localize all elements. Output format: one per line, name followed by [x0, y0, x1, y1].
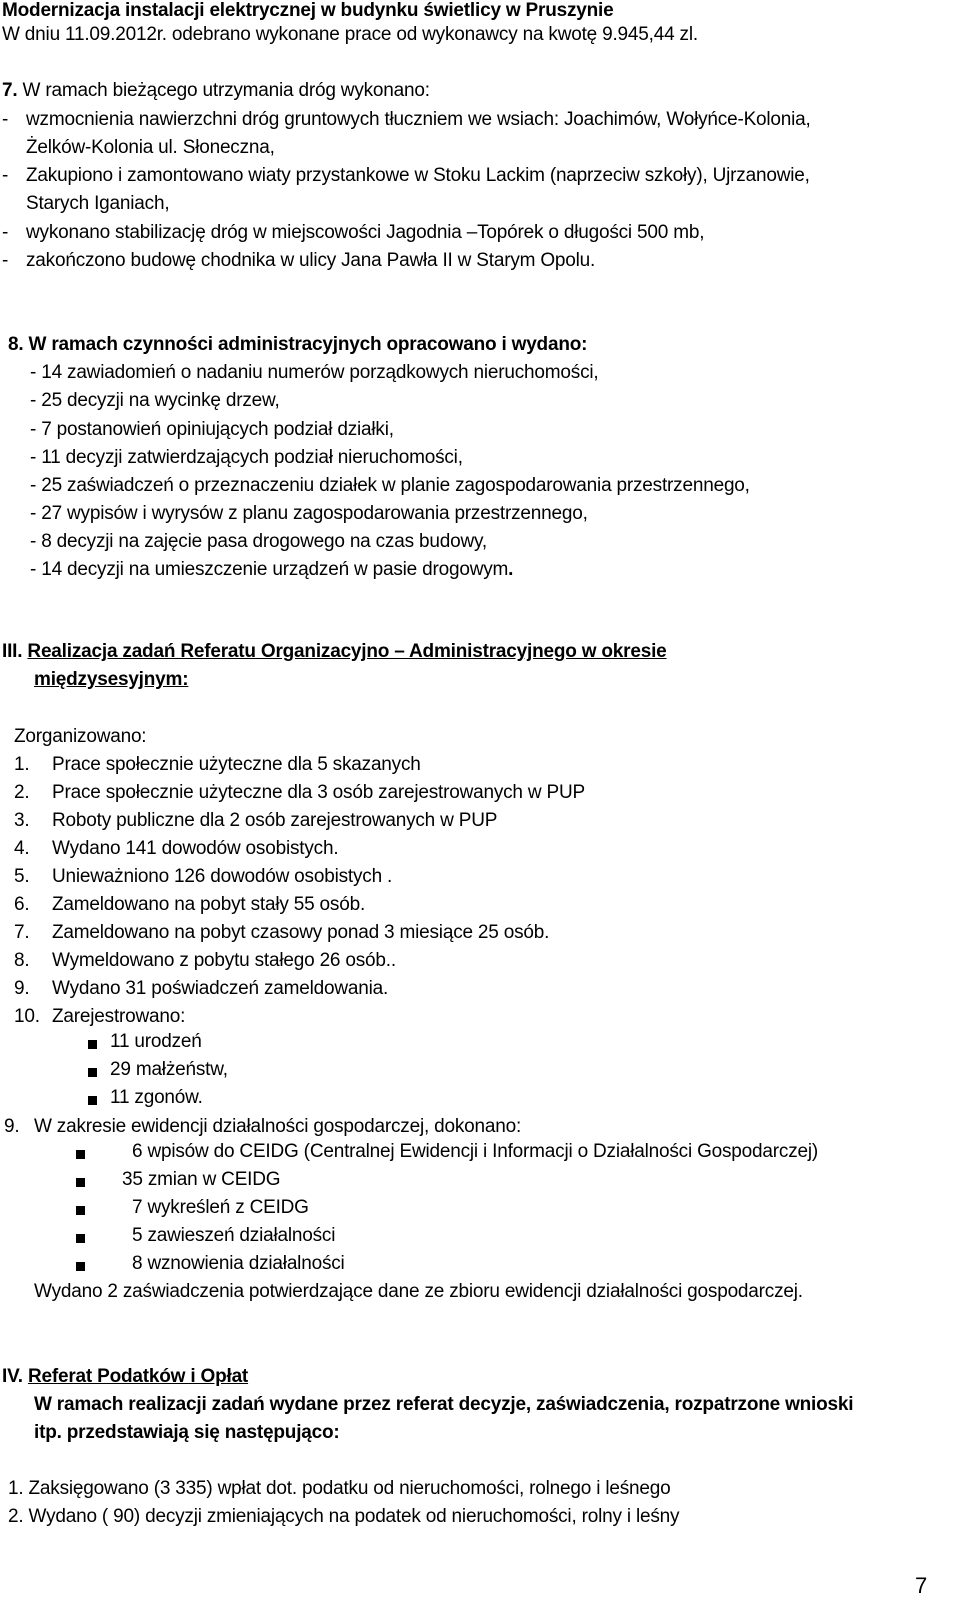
document-subtitle: W dniu 11.09.2012r. odebrano wykonane prace od wykonawcy na kwotę 9.945,44 zl. — [2, 24, 698, 45]
list-item: Wydano 31 poświadczeń zameldowania. — [52, 978, 389, 999]
section-8-item: - 25 decyzji na wycinkę drzew, — [30, 390, 280, 411]
ceidg-item: 7 wykreśleń z CEIDG — [132, 1197, 309, 1218]
list-item: W zakresie ewidencji działalności gospodarczej, dokonano: — [34, 1116, 522, 1137]
square-bullet-icon — [76, 1262, 85, 1271]
section-7-item: Starych Iganiach, — [26, 193, 170, 214]
list-item: Zarejestrowano: — [52, 1006, 186, 1027]
section-8-item: - 7 postanowień opiniujących podział działki, — [30, 419, 394, 440]
section-8-item: - 27 wypisów i wyrysów z planu zagospodarowania przestrzennego, — [30, 503, 588, 524]
ceidg-item: 5 zawieszeń działalności — [132, 1225, 336, 1246]
section-4-intro-line2: itp. przedstawiają się następująco: — [34, 1422, 340, 1443]
registered-item: 11 zgonów. — [110, 1087, 203, 1108]
list-number: 2. — [14, 782, 30, 803]
square-bullet-icon — [76, 1150, 85, 1159]
section-7-item: wzmocnienia nawierzchni dróg gruntowych tłuczniem we wsiach: Joachimów, Wołyńce-Kolonia, — [26, 109, 811, 130]
ceidg-item: 6 wpisów do CEIDG (Centralnej Ewidencji i Informacji o Działalności Gospodarczej) — [132, 1141, 819, 1162]
section-3-number: III. — [2, 641, 23, 662]
list-item: Zameldowano na pobyt czasowy ponad 3 miesiące 25 osób. — [52, 922, 550, 943]
ceidg-item: 35 zmian w CEIDG — [122, 1169, 281, 1190]
section-8-heading: 8. W ramach czynności administracyjnych opracowano i wydano: — [8, 334, 588, 355]
list-item: Wymeldowano z pobytu stałego 26 osób.. — [52, 950, 396, 971]
section-8-item: - 11 decyzji zatwierdzających podział nieruchomości, — [30, 447, 463, 468]
section-3-intro: Zorganizowano: — [14, 726, 147, 747]
document-title: Modernizacja instalacji elektrycznej w budynku świetlicy w Pruszynie — [2, 0, 614, 21]
list-number: 9. — [14, 978, 30, 999]
section-7-heading-text: W ramach bieżącego utrzymania dróg wykonano: — [22, 80, 430, 101]
list-number: 7. — [14, 922, 30, 943]
ceidg-item: 8 wznowienia działalności — [132, 1253, 345, 1274]
page-number: 7 — [915, 1573, 928, 1598]
section-7-item: wykonano stabilizację dróg w miejscowości Jagodnia –Topórek o długości 500 mb, — [26, 222, 705, 243]
square-bullet-icon — [88, 1040, 97, 1049]
section-7-number: 7. — [2, 80, 18, 101]
dash: - — [2, 109, 9, 130]
section-7-item: Żelków-Kolonia ul. Słoneczna, — [26, 137, 275, 158]
list-item: Roboty publiczne dla 2 osób zarejestrowanych w PUP — [52, 810, 498, 831]
dash: - — [2, 250, 9, 271]
section-4-heading — [2, 1366, 248, 1388]
section-4-intro: W ramach realizacji zadań wydane przez referat decyzje, zaświadczenia, rozpatrzone wnioski — [34, 1394, 854, 1415]
section-4-heading-text: Referat Podatków i Opłat — [27, 1366, 249, 1387]
square-bullet-icon — [88, 1096, 97, 1105]
dash: - — [2, 222, 9, 243]
registered-item: 29 małżeństw, — [110, 1059, 228, 1080]
dash: - — [2, 165, 9, 186]
section-7-item: zakończono budowę chodnika w ulicy Jana Pawła II w Starym Opolu. — [26, 250, 596, 271]
section-8-item — [30, 559, 513, 581]
section-4-number: IV. — [2, 1366, 23, 1387]
list-item: Prace społecznie użyteczne dla 5 skazanych — [52, 754, 421, 775]
section-3-heading-text: Realizacja zadań Referatu Organizacyjno – Administracyjnego w okresie — [27, 641, 667, 662]
list-number: 1. — [14, 754, 30, 775]
section-8-item: - 25 zaświadczeń o przeznaczeniu działek w planie zagospodarowania przestrzennego, — [30, 475, 750, 496]
section-8-item: - 14 zawiadomień o nadaniu numerów porządkowych nieruchomości, — [30, 362, 599, 383]
square-bullet-icon — [76, 1206, 85, 1215]
list-number: 5. — [14, 866, 30, 887]
list-number: 6. — [14, 894, 30, 915]
list-number: 4. — [14, 838, 30, 859]
section-7-heading — [2, 80, 430, 102]
list-item: Wydano 141 dowodów osobistych. — [52, 838, 339, 859]
section-7-item: Zakupiono i zamontowano wiaty przystankowe w Stoku Lackim (naprzeciw szkoły), Ujrzanowie, — [26, 165, 810, 186]
section-3-heading-line2: międzysesyjnym: — [34, 669, 189, 690]
list-item: Prace społecznie użyteczne dla 3 osób zarejestrowanych w PUP — [52, 782, 585, 803]
section-8-item: - 8 decyzji na zajęcie pasa drogowego na czas budowy, — [30, 531, 487, 552]
section-4-item: 1. Zaksięgowano (3 335) wpłat dot. podatku od nieruchomości, rolnego i leśnego — [8, 1478, 671, 1499]
section-3-heading — [2, 641, 667, 663]
list-item: Zameldowano na pobyt stały 55 osób. — [52, 894, 366, 915]
list-number: 8. — [14, 950, 30, 971]
section-4-item: 2. Wydano ( 90) decyzji zmieniających na podatek od nieruchomości, rolny i leśny — [8, 1506, 680, 1527]
section-3-footer: Wydano 2 zaświadczenia potwierdzające dane ze zbioru ewidencji działalności gospodarczej. — [34, 1281, 803, 1302]
list-number: 10. — [14, 1006, 40, 1027]
section-8-item-text: - 14 decyzji na umieszczenie urządzeń w pasie drogowym — [30, 559, 509, 580]
list-number: 3. — [14, 810, 30, 831]
list-number: 9. — [4, 1116, 20, 1137]
registered-item: 11 urodzeń — [110, 1031, 202, 1052]
square-bullet-icon — [76, 1234, 85, 1243]
section-8-final-period: . — [508, 559, 514, 580]
square-bullet-icon — [76, 1178, 85, 1187]
square-bullet-icon — [88, 1068, 97, 1077]
list-item: Unieważniono 126 dowodów osobistych . — [52, 866, 393, 887]
